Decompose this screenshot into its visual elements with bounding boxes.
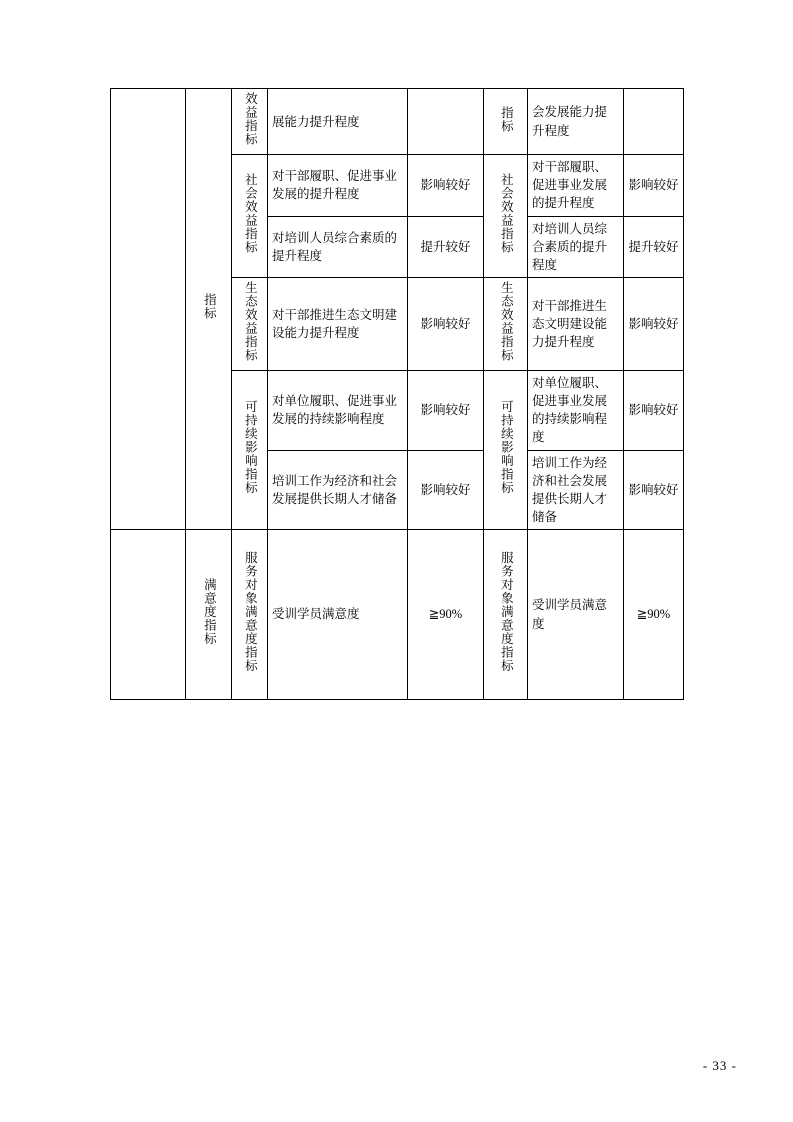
eco-benefit-label-text: 生态效益指标 [243,280,258,362]
satisfaction-indicator-label [186,530,232,700]
benefit-indicator-label [232,89,268,155]
table-row [111,89,684,155]
eco-benefit-desc-right: 对干部推进生态文明建设能力提升程度 [528,277,624,370]
benefit-indicator-value [408,89,484,155]
sustain-impact-label-right [484,371,528,530]
social-benefit-value-1-right: 影响较好 [624,155,684,216]
satisfaction-desc-right: 受训学员满意度 [528,530,624,700]
indicator-category-label-right [484,89,528,155]
eco-benefit-label [232,277,268,370]
benefit-indicator-label-text: 效益指标 [243,92,258,146]
sustain-impact-value-1-right: 影响较好 [624,371,684,451]
social-benefit-value-2-right: 提升较好 [624,216,684,277]
social-benefit-label [232,155,268,278]
social-benefit-value-2: 提升较好 [408,216,484,277]
sustain-impact-label [232,371,268,530]
social-benefit-label-right-text: 社会效益指标 [499,172,514,254]
benefit-indicator-value-right [624,89,684,155]
satisfaction-value-right: ≧90% [624,530,684,700]
satisfaction-desc: 受训学员满意度 [268,530,408,700]
eco-benefit-label-right-text: 生态效益指标 [499,280,514,362]
sustain-impact-desc-2: 培训工作为经济和社会发展提供长期人才储备 [268,450,408,530]
satisfaction-indicator-label-text: 满意度指标 [202,578,217,646]
sustain-impact-value-1: 影响较好 [408,371,484,451]
social-benefit-label-right [484,155,528,278]
service-object-satisfaction-label-right [484,530,528,700]
sustain-impact-value-2: 影响较好 [408,450,484,530]
eco-benefit-value-right: 影响较好 [624,277,684,370]
benefit-indicator-desc-right: 会发展能力提升程度 [528,89,624,155]
social-benefit-value-1: 影响较好 [408,155,484,216]
indicator-category-label-right-text: 指标 [499,105,514,133]
sustain-impact-label-text: 可持续影响指标 [243,400,258,495]
performance-indicator-table [110,88,683,700]
eco-benefit-value: 影响较好 [408,277,484,370]
social-benefit-desc-1-right: 对干部履职、促进事业发展的提升程度 [528,155,624,216]
service-object-satisfaction-label-text: 服务对象满意度指标 [243,551,258,673]
social-benefit-desc-2: 对培训人员综合素质的提升程度 [268,216,408,277]
social-benefit-desc-2-right: 对培训人员综合素质的提升程度 [528,216,624,277]
sustain-impact-label-right-text: 可持续影响指标 [499,400,514,495]
service-object-satisfaction-label-right-text: 服务对象满意度指标 [499,551,514,673]
empty-left-cell-bottom [111,530,186,700]
eco-benefit-label-right [484,277,528,370]
satisfaction-value: ≧90% [408,530,484,700]
benefit-indicator-desc: 展能力提升程度 [268,89,408,155]
indicator-category-label-text: 指标 [202,292,217,320]
empty-left-cell [111,89,186,530]
service-object-satisfaction-label [232,530,268,700]
social-benefit-desc-1: 对干部履职、促进事业发展的提升程度 [268,155,408,216]
social-benefit-label-text: 社会效益指标 [243,172,258,254]
sustain-impact-desc-1: 对单位履职、促进事业发展的持续影响程度 [268,371,408,451]
table-row [111,530,684,700]
sustain-impact-value-2-right: 影响较好 [624,450,684,530]
indicator-category-label [186,89,232,530]
sustain-impact-desc-1-right: 对单位履职、促进事业发展的持续影响程度 [528,371,624,451]
page-number: - 33 - [702,1058,737,1073]
eco-benefit-desc: 对干部推进生态文明建设能力提升程度 [268,277,408,370]
sustain-impact-desc-2-right: 培训工作为经济和社会发展提供长期人才储备 [528,450,624,530]
